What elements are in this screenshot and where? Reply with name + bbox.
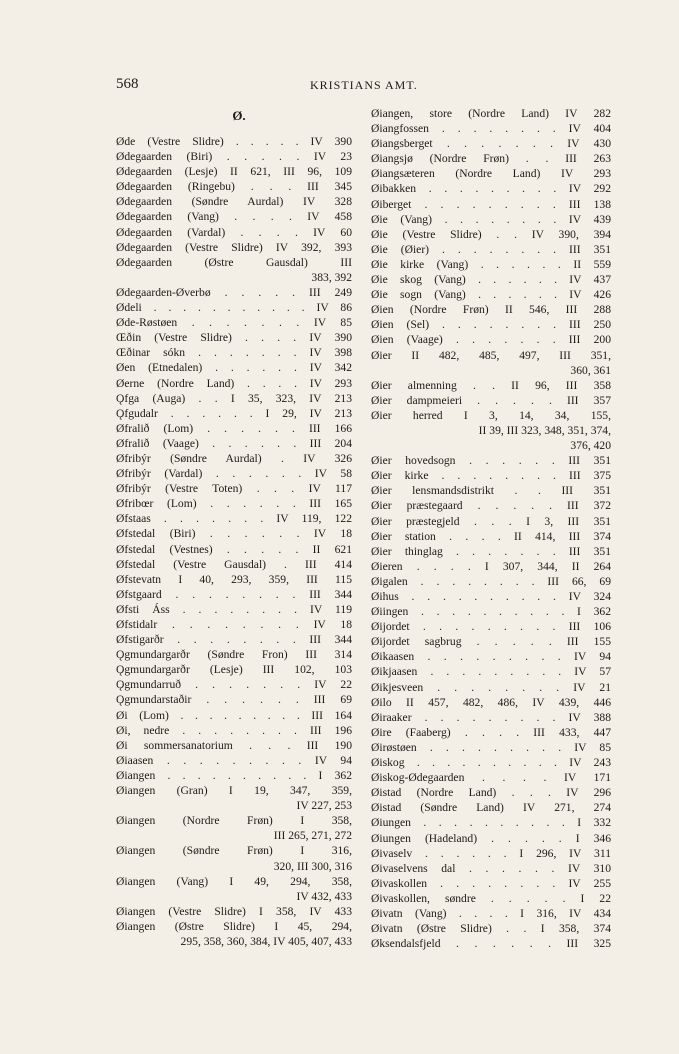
index-entry-continuation: 295, 358, 360, 384, IV 405, 407, 433: [180, 934, 352, 948]
index-entry: Øfribýr (Søndre Aurdal) . IV 326: [116, 451, 352, 465]
index-entry: Øieren . . . . I 307, 344, II 264: [371, 559, 611, 573]
index-entry: Øde-Røstøen . . . . . . . IV 85: [116, 316, 352, 330]
index-entry: Øi, nedre . . . . . . . . III 196: [116, 723, 352, 737]
index-entry: Øiangsæteren (Nordre Land) IV 293: [371, 167, 611, 181]
index-entry: Øivaselvens dal . . . . . . IV 310: [371, 861, 611, 875]
index-entry-continuation: II 39, III 323, 348, 351, 374,: [478, 423, 611, 437]
index-entry: Øiangen (Gran) I 19, 347, 359,: [116, 784, 352, 798]
index-entry: Øfribýr (Vestre Toten) . . . IV 117: [116, 482, 352, 496]
index-entry: Øiangen (Nordre Frøn) I 358,: [116, 814, 352, 828]
index-entry: Øire (Faaberg) . . . . III 433, 447: [371, 725, 611, 739]
index-entry: Øfralið (Vaage) . . . . . . III 204: [116, 436, 352, 450]
index-entry: Øiangen . . . . . . . . . . I 362: [116, 768, 352, 782]
index-entry: Ǫfgudalr . . . . . . I 29, IV 213: [116, 406, 352, 420]
index-entry: Øfstidalr . . . . . . . . IV 18: [116, 618, 352, 631]
index-entry: Øiangen (Vang) I 49, 294, 358,: [116, 874, 352, 888]
index-entry: Øksendalsfjeld . . . . . . III 325: [371, 937, 611, 951]
index-entry: Œðinar sókn . . . . . . . IV 398: [116, 346, 352, 360]
index-entry-continuation: 376, 420: [570, 439, 611, 453]
index-entry: Ødegaarden (Lesje) II 621, III 96, 109: [116, 165, 352, 179]
index-entry-continuation: IV 227, 253: [296, 799, 352, 813]
page-header: [116, 76, 616, 94]
index-entry: Øihus . . . . . . . . . . IV 324: [371, 590, 611, 603]
index-entry: Øiangfossen . . . . . . . . IV 404: [371, 122, 611, 136]
index-entry: Øigalen . . . . . . . . III 66, 69: [371, 574, 611, 588]
index-entry: Øie (Vang) . . . . . . . . IV 439: [371, 212, 611, 226]
index-entry: Øien (Nordre Frøn) II 546, III 288: [371, 303, 611, 317]
index-entry: Øijordet sagbrug . . . . . III 155: [371, 635, 611, 649]
index-entry: Øier kirke . . . . . . . . III 375: [371, 469, 611, 483]
index-entry: Øiberget . . . . . . . . . III 138: [371, 197, 611, 211]
index-entry-continuation: IV 432, 433: [296, 889, 352, 903]
index-entry: Øerne (Nordre Land) . . . . IV 293: [116, 376, 352, 390]
index-entry: Øier hovedsogn . . . . . . III 351: [371, 454, 611, 468]
index-entry: Œðin (Vestre Slidre) . . . . IV 390: [116, 331, 352, 345]
index-entry: Øfralið (Lom) . . . . . . III 166: [116, 421, 352, 435]
index-entry: Øiskog . . . . . . . . . . IV 243: [371, 756, 611, 770]
index-entry: Øde (Vestre Slidre) . . . . . IV 390: [116, 135, 352, 148]
index-entry: Øistad (Nordre Land) . . . IV 296: [371, 786, 611, 800]
index-entry: Ødegaarden (Biri) . . . . . IV 23: [116, 150, 352, 164]
index-entry: Øfribœr (Lom) . . . . . . III 165: [116, 497, 352, 511]
index-entry: Øiangen (Vestre Slidre) I 358, IV 433: [116, 904, 352, 918]
index-entry: Øie skog (Vang) . . . . . . IV 437: [371, 273, 611, 287]
index-entry: Øikjaasen . . . . . . . . . IV 57: [371, 665, 611, 679]
index-entry: Øier II 482, 485, 497, III 351,: [371, 348, 611, 362]
index-entry: Øi (Lom) . . . . . . . . . III 164: [116, 708, 352, 722]
index-entry: Ødegaarden-Øverbø . . . . . III 249: [116, 285, 352, 299]
index-entry: Øivatn (Vang) . . . . I 316, IV 434: [371, 906, 611, 920]
index-entry: Øien (Sel) . . . . . . . . III 250: [371, 318, 611, 332]
index-entry: Ødegaarden (Vestre Slidre) IV 392, 393: [116, 240, 352, 254]
index-entry: Øiangsjø (Nordre Frøn) . . III 263: [371, 152, 611, 166]
index-entry: Øiangen (Østre Slidre) I 45, 294,: [116, 919, 352, 933]
index-entry: Ǫgmundarruð . . . . . . . IV 22: [116, 678, 352, 692]
index-entry: Øier dampmeieri . . . . . III 357: [371, 393, 611, 407]
index-entry: Øier station . . . . II 414, III 374: [371, 529, 611, 543]
index-entry: Ǫgmundargarðr (Lesje) III 102, 103: [116, 663, 352, 677]
index-entry: Øi sommersanatorium . . . III 190: [116, 738, 352, 752]
index-entry: Øikaasen . . . . . . . . . IV 94: [371, 650, 611, 664]
section-letter: Ø.: [232, 108, 246, 123]
index-entry: Øier almenning . . II 96, III 358: [371, 378, 611, 392]
index-entry: Øiungen . . . . . . . . . . I 332: [371, 816, 611, 830]
index-entry: Ǫgmundarstaðir . . . . . . III 69: [116, 693, 352, 707]
index-entry: Øie (Vestre Slidre) . . IV 390, 394: [371, 227, 611, 241]
index-entry: Øiraaker . . . . . . . . . IV 388: [371, 710, 611, 724]
index-entry: Øfribýr (Vardal) . . . . . . IV 58: [116, 467, 352, 481]
index-entry: Øiingen . . . . . . . . . . I 362: [371, 605, 611, 619]
index-entry-continuation: 320, III 300, 316: [273, 859, 352, 873]
index-entry: Øilo II 457, 482, 486, IV 439, 446: [371, 695, 611, 709]
index-entry: Øiangen, store (Nordre Land) IV 282: [371, 107, 611, 120]
index-entry: Øistad (Søndre Land) IV 271, 274: [371, 801, 611, 815]
index-entry: Øijordet . . . . . . . . . III 106: [371, 620, 611, 634]
index-entry: Øier præstegaard . . . . . III 372: [371, 499, 611, 513]
index-entry: Øikjesveen . . . . . . . . IV 21: [371, 680, 611, 694]
index-entry: Øien (Vaage) . . . . . . . III 200: [371, 333, 611, 347]
index-entry: Øiskog-Ødegaarden . . . . IV 171: [371, 771, 611, 785]
index-entry: Øfstedal (Vestre Gausdal) . III 414: [116, 557, 352, 571]
index-entry: Øfsti Áss . . . . . . . . IV 119: [116, 602, 352, 616]
index-entry: Øiangsberget . . . . . . . IV 430: [371, 137, 611, 151]
index-entry: Øfstedal (Vestnes) . . . . . II 621: [116, 542, 352, 556]
page-number: 568: [116, 76, 139, 92]
index-entry: Øiaasen . . . . . . . . . IV 94: [116, 753, 352, 767]
index-entry: Øivaselv . . . . . . I 296, IV 311: [371, 846, 611, 860]
index-entry: Øfstedal (Biri) . . . . . . IV 18: [116, 527, 352, 541]
running-title: KRISTIANS AMT.: [310, 78, 418, 92]
index-entry: Ødegaarden (Østre Gausdal) III: [116, 255, 352, 269]
index-entry: Øier herred I 3, 14, 34, 155,: [371, 408, 611, 422]
right-entry-list: [371, 106, 611, 951]
index-entry: Øfstevatn I 40, 293, 359, III 115: [116, 572, 352, 586]
index-entry: Øier lensmandsdistrikt . . III 351: [371, 484, 611, 498]
index-entry: Øfstgaard . . . . . . . . III 344: [116, 587, 352, 601]
index-entry: Ødegaarden (Søndre Aurdal) IV 328: [116, 195, 352, 209]
index-entry: Øivaskollen . . . . . . . . IV 255: [371, 876, 611, 890]
index-entry: Ødeli . . . . . . . . . . . IV 86: [116, 301, 352, 315]
index-entry: Øfstigarðr . . . . . . . . III 344: [116, 633, 352, 647]
index-entry: Ødegaarden (Ringebu) . . . III 345: [116, 180, 352, 194]
index-entry: Øibakken . . . . . . . . . IV 292: [371, 182, 611, 196]
index-entry: Øiungen (Hadeland) . . . . . I 346: [371, 831, 611, 845]
index-entry: Øie kirke (Vang) . . . . . . II 559: [371, 257, 611, 271]
index-entry: Øie (Øier) . . . . . . . . III 351: [371, 242, 611, 256]
index-entry: Øen (Etnedalen) . . . . . . IV 342: [116, 361, 352, 375]
index-entry: Øirøstøen . . . . . . . . . IV 85: [371, 740, 611, 754]
index-entry-continuation: 360, 361: [570, 363, 611, 377]
index-column-right: [371, 106, 611, 951]
index-entry: Øie sogn (Vang) . . . . . . IV 426: [371, 288, 611, 302]
index-entry: Øier thinglag . . . . . . . III 351: [371, 544, 611, 558]
index-entry: Øiangen (Søndre Frøn) I 316,: [116, 844, 352, 858]
index-entry: Ødegaarden (Vardal) . . . . IV 60: [116, 225, 352, 239]
index-entry: Øivaskollen, søndre . . . . . I 22: [371, 891, 611, 905]
index-entry: Ǫgmundargarðr (Søndre Fron) III 314: [116, 648, 352, 662]
index-entry: Øfstaas . . . . . . . IV 119, 122: [116, 512, 352, 526]
index-entry: Ødegaarden (Vang) . . . . IV 458: [116, 210, 352, 224]
index-entry: Ǫfga (Auga) . . I 35, 323, IV 213: [116, 391, 352, 405]
index-entry: Øier præstegjeld . . . I 3, III 351: [371, 514, 611, 528]
index-entry: Øivatn (Østre Slidre) . . I 358, 374: [371, 922, 611, 936]
left-entry-list: [116, 134, 352, 949]
index-entry-continuation: III 265, 271, 272: [273, 829, 352, 843]
index-column-left: [116, 106, 352, 949]
index-entry-continuation: 383, 392: [311, 270, 352, 284]
